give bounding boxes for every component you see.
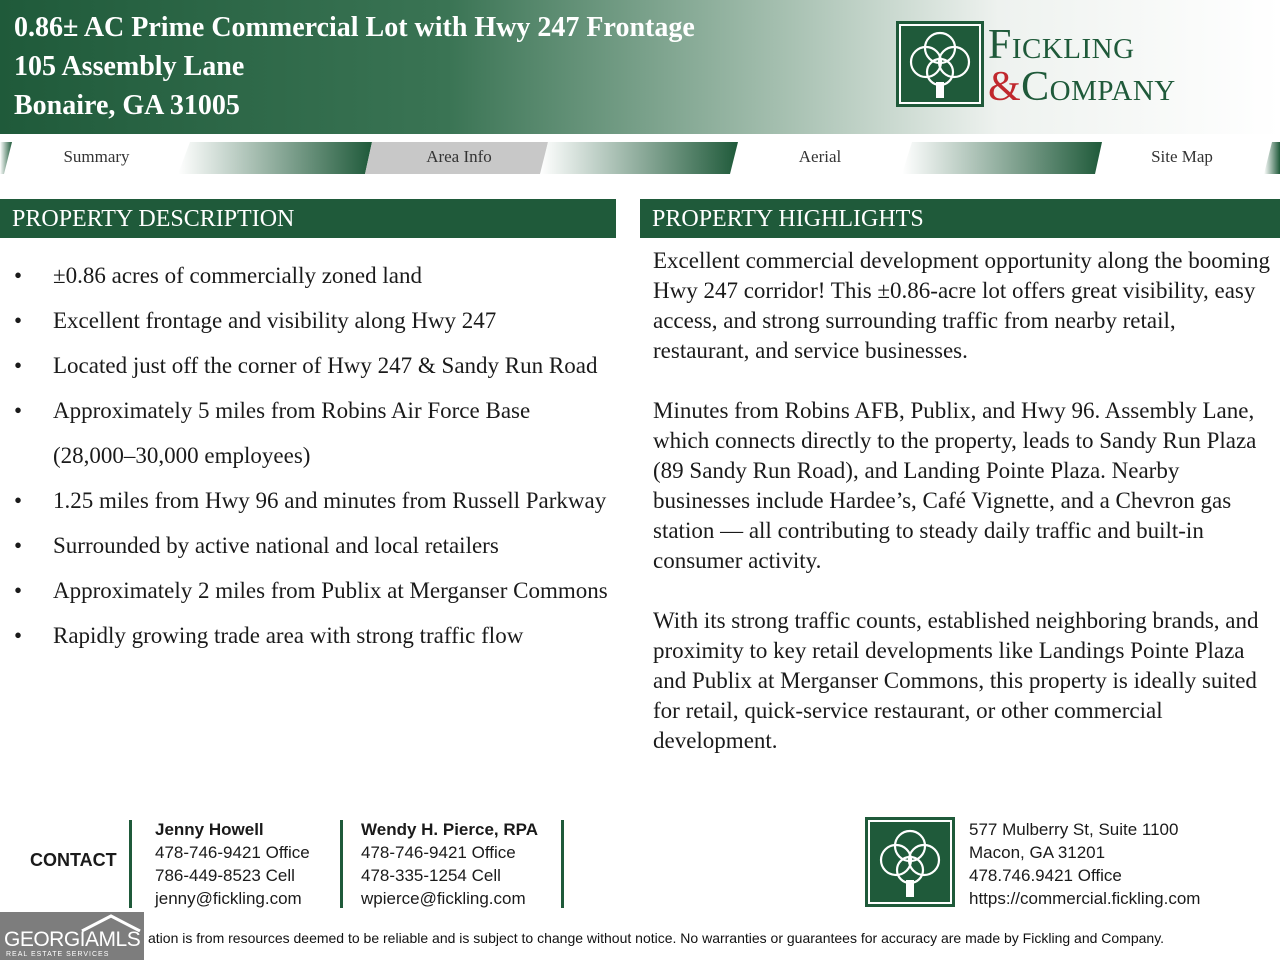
- logo-line-company: &Company: [988, 64, 1176, 110]
- office-city: Macon, GA 31201: [969, 843, 1106, 862]
- list-item: • Approximately 5 miles from Robins Air Force Base (28,000–30,000 employees): [14, 388, 614, 478]
- contact-divider: [129, 820, 132, 908]
- list-item: • Excellent frontage and visibility along Hwy 247: [14, 298, 614, 343]
- agent-name: Jenny Howell: [155, 820, 264, 839]
- fickling-logo: [895, 20, 1225, 110]
- tab-area-info[interactable]: Area Info: [426, 147, 492, 166]
- bullet-icon: •: [14, 353, 23, 378]
- bullet-icon: •: [14, 488, 23, 513]
- bullet-icon: •: [14, 533, 23, 558]
- contact-label: CONTACT: [30, 850, 117, 870]
- georgia-mls-watermark: [0, 912, 144, 960]
- tab-aerial[interactable]: Aerial: [798, 147, 842, 166]
- bullet-icon: •: [14, 398, 23, 423]
- title-line-3: Bonaire, GA 31005: [14, 90, 240, 121]
- bullet-icon: •: [14, 263, 23, 288]
- logo-line-fickling: Fickling: [988, 22, 1135, 68]
- contact-divider: [561, 820, 564, 908]
- list-item: • Rapidly growing trade area with strong traffic flow: [14, 613, 614, 658]
- list-item: • Approximately 2 miles from Publix at Merganser Commons: [14, 568, 614, 613]
- agent-email[interactable]: jenny@fickling.com: [155, 889, 302, 908]
- disclaimer-text: ation is from resources deemed to be reliable and is subject to change without notice. No warranties or guarantees for accuracy are made by Fickling and Company.: [148, 930, 1165, 946]
- office-address: 577 Mulberry St, Suite 1100: [969, 820, 1179, 839]
- bullet-icon: •: [14, 578, 23, 603]
- agent-office-phone[interactable]: 478-746-9421 Office: [361, 843, 516, 862]
- agent-name: Wendy H. Pierce, RPA: [361, 820, 538, 839]
- property-highlights-heading: PROPERTY HIGHLIGHTS: [640, 199, 1280, 238]
- property-description-heading: PROPERTY DESCRIPTION: [0, 199, 616, 238]
- tree-rings-icon: [864, 816, 956, 908]
- agent-cell-phone[interactable]: 786-449-8523 Cell: [155, 866, 295, 885]
- list-item: • ±0.86 acres of commercially zoned land: [14, 253, 614, 298]
- title-line-1: 0.86± AC Prime Commercial Lot with Hwy 247 Frontage: [14, 12, 695, 43]
- property-description-list: [14, 253, 614, 658]
- office-phone[interactable]: 478.746.9421 Office: [969, 866, 1122, 885]
- agent-office-phone[interactable]: 478-746-9421 Office: [155, 843, 310, 862]
- agent-email[interactable]: wpierce@fickling.com: [361, 889, 526, 908]
- agent-card-wendy: [361, 818, 538, 910]
- list-item: • Located just off the corner of Hwy 247 & Sandy Run Road: [14, 343, 614, 388]
- list-item: • 1.25 miles from Hwy 96 and minutes from Russell Parkway: [14, 478, 614, 523]
- property-highlights-text: [653, 246, 1273, 786]
- header-banner: [0, 0, 1280, 134]
- contact-divider: [340, 820, 343, 908]
- highlight-paragraph-2: Minutes from Robins AFB, Publix, and Hwy 96. Assembly Lane, which connects directly to the property, leads to Sandy Run Plaza (89 Sandy Run Road), and Landing Pointe Plaza. Nearby businesses include Hardee’s, Café Vignette, and a Chevron gas station — all contributing to steady daily traffic and built-in consumer activity.: [653, 398, 1257, 573]
- tab-bar-background: [0, 136, 1280, 176]
- highlight-paragraph-1: Excellent commercial development opportunity along the booming Hwy 247 corridor! This ±0.86-acre lot offers great visibility, easy access, and strong surrounding traffic from nearby retail, restaurant, and service businesses.: [653, 248, 1271, 363]
- bullet-icon: •: [14, 623, 23, 648]
- watermark-sub-text: REAL ESTATE SERVICES: [6, 951, 110, 958]
- logo-wordmark: [988, 24, 1176, 108]
- logo-ampersand: &: [988, 64, 1022, 110]
- list-item: • Surrounded by active national and local retailers: [14, 523, 614, 568]
- highlight-paragraph-3: With its strong traffic counts, established neighboring brands, and proximity to key retail developments like Landings Pointe Plaza and Publix at Merganser Commons, this property is ideally suited for retail, quick-service restaurant, or other commercial development.: [653, 608, 1259, 753]
- listing-title: [14, 8, 695, 125]
- office-website-link[interactable]: https://commercial.fickling.com: [969, 889, 1201, 908]
- tab-bar: [0, 136, 1280, 176]
- agent-card-jenny: [155, 818, 310, 910]
- tab-site-map[interactable]: Site Map: [1151, 147, 1213, 166]
- tree-rings-icon: [895, 20, 985, 108]
- tab-summary[interactable]: Summary: [63, 147, 130, 166]
- agent-cell-phone[interactable]: 478-335-1254 Cell: [361, 866, 501, 885]
- watermark-main-text: GEORGIAMLS: [4, 928, 141, 951]
- bullet-icon: •: [14, 308, 23, 333]
- office-info: [969, 818, 1200, 910]
- title-line-2: 105 Assembly Lane: [14, 51, 245, 82]
